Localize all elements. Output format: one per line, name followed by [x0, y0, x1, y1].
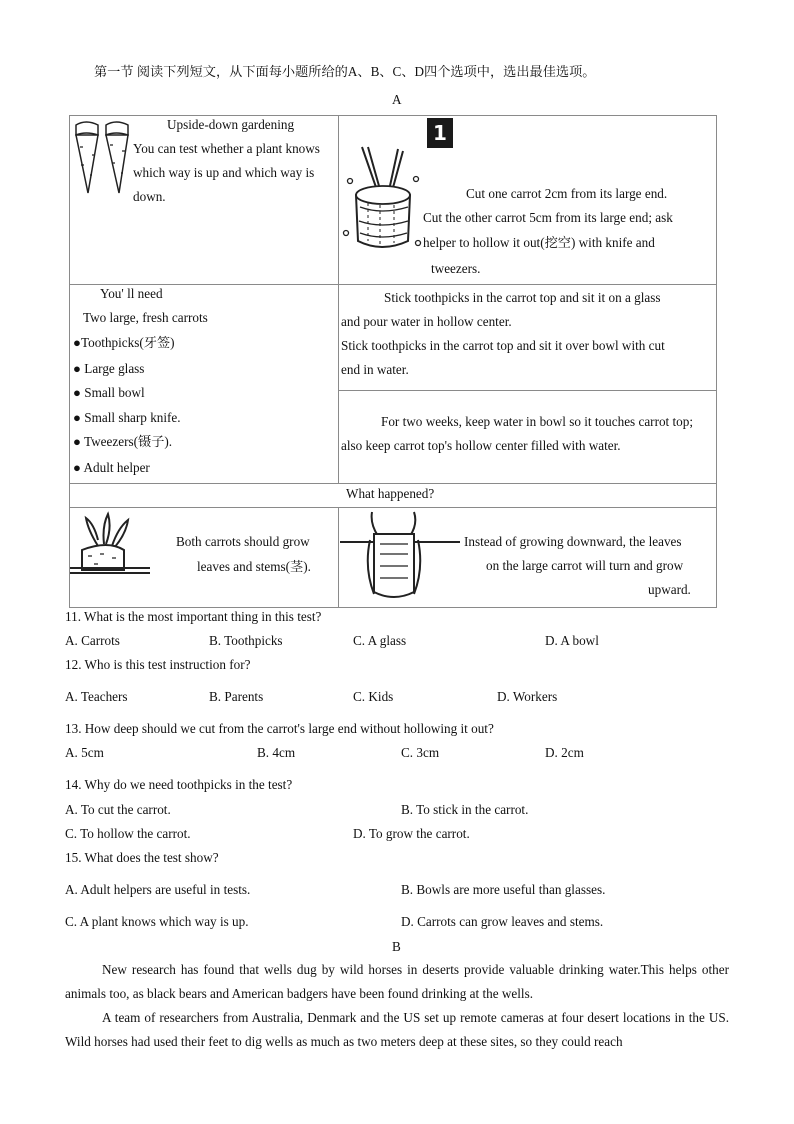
answer-option: A. Teachers	[65, 689, 128, 704]
answer-option: B. To stick in the carrot.	[401, 802, 529, 817]
step1-line: tweezers.	[431, 261, 481, 276]
step2-line: Stick toothpicks in the carrot top and sit it on a glass	[384, 290, 661, 305]
question-stem: 12. Who is this test instruction for?	[65, 657, 251, 672]
question-stem: 15. What does the test show?	[65, 850, 219, 865]
section-heading: 第一节 阅读下列短文，从下面每小题所给的A、B、C、D四个选项中，选出最佳选项。	[94, 64, 596, 79]
need-item: ●Toothpicks(牙签)	[73, 335, 175, 350]
answer-option: D. Carrots can grow leaves and stems.	[401, 914, 604, 929]
intro-line: down.	[133, 189, 166, 204]
step1-line: helper to hollow it out(挖空) with knife and	[423, 235, 655, 250]
question-stem: 11. What is the most important thing in this test?	[65, 609, 322, 624]
passage-paragraph: New research has found that wells dug by wild horses in deserts provide valuable drinking water.This helps other animals too, as black bears and American badgers have been found drinking at the wells.	[65, 962, 729, 1001]
result2-line: upward.	[648, 582, 691, 597]
answer-option: B. Parents	[209, 689, 264, 704]
result1-line: Both carrots should grow	[176, 534, 310, 549]
step2-line: end in water.	[341, 362, 409, 377]
passage-b-label: B	[392, 939, 401, 954]
answer-option: D. To grow the carrot.	[353, 826, 470, 841]
answer-option: A. 5cm	[65, 745, 104, 760]
passage-paragraph: A team of researchers from Australia, Denmark and the US set up remote cameras at four desert locations in the US. Wild horses had used their feet to dig wells as much as two meters deep at these sites, so they could reach	[65, 1010, 729, 1049]
step3-line: For two weeks, keep water in bowl so it touches carrot top;	[381, 414, 694, 429]
need-item: Two large, fresh carrots	[83, 310, 208, 325]
answer-option: A. To cut the carrot.	[65, 802, 171, 817]
answer-option: D. 2cm	[545, 745, 584, 760]
hollowed-carrot-illustration	[340, 145, 422, 255]
gardening-title: Upside-down gardening	[167, 117, 295, 132]
step1-line: Cut one carrot 2cm from its large end.	[466, 186, 668, 201]
answer-option: A. Adult helpers are useful in tests.	[65, 882, 251, 897]
answer-option: C. A plant knows which way is up.	[65, 914, 249, 929]
answer-option: C. Kids	[353, 689, 394, 704]
answer-option: D. A bowl	[545, 633, 599, 648]
step2-line: Stick toothpicks in the carrot top and sit it over bowl with cut	[341, 338, 665, 353]
answer-option: A. Carrots	[65, 633, 120, 648]
step-number-badge: 1	[427, 118, 453, 148]
carrot-with-leaves-illustration	[68, 510, 152, 582]
answer-option: C. A glass	[353, 633, 407, 648]
need-item: ● Adult helper	[73, 460, 150, 475]
step2-line: and pour water in hollow center.	[341, 314, 512, 329]
answer-option: D. Workers	[497, 689, 558, 704]
result1-line: leaves and stems(茎).	[197, 559, 311, 574]
answer-option: C. 3cm	[401, 745, 440, 760]
answer-option: B. 4cm	[257, 745, 296, 760]
need-item: ● Large glass	[73, 361, 145, 376]
passage-b-text	[65, 958, 729, 1054]
passage-a-label: A	[392, 92, 402, 107]
answer-option: B. Bowls are more useful than glasses.	[401, 882, 606, 897]
intro-line: which way is up and which way is	[133, 165, 315, 180]
need-item: ● Small sharp knife.	[73, 410, 181, 425]
answer-option: C. To hollow the carrot.	[65, 826, 191, 841]
needs-title: You' ll need	[100, 286, 163, 301]
question-stem: 13. How deep should we cut from the carrot's large end without hollowing it out?	[65, 721, 494, 736]
step3-line: also keep carrot top's hollow center filled with water.	[341, 438, 621, 453]
intro-line: You can test whether a plant knows	[133, 141, 320, 156]
upside-down-carrot-illustration	[340, 510, 460, 602]
result2-line: on the large carrot will turn and grow	[486, 558, 684, 573]
need-item: ● Tweezers(镊子).	[73, 434, 173, 449]
what-happened-heading: What happened?	[346, 486, 435, 501]
two-carrots-illustration	[72, 119, 132, 199]
answer-option: B. Toothpicks	[209, 633, 283, 648]
need-item: ● Small bowl	[73, 385, 145, 400]
result2-line: Instead of growing downward, the leaves	[464, 534, 682, 549]
question-stem: 14. Why do we need toothpicks in the test?	[65, 777, 293, 792]
step1-line: Cut the other carrot 5cm from its large end; ask	[423, 210, 673, 225]
